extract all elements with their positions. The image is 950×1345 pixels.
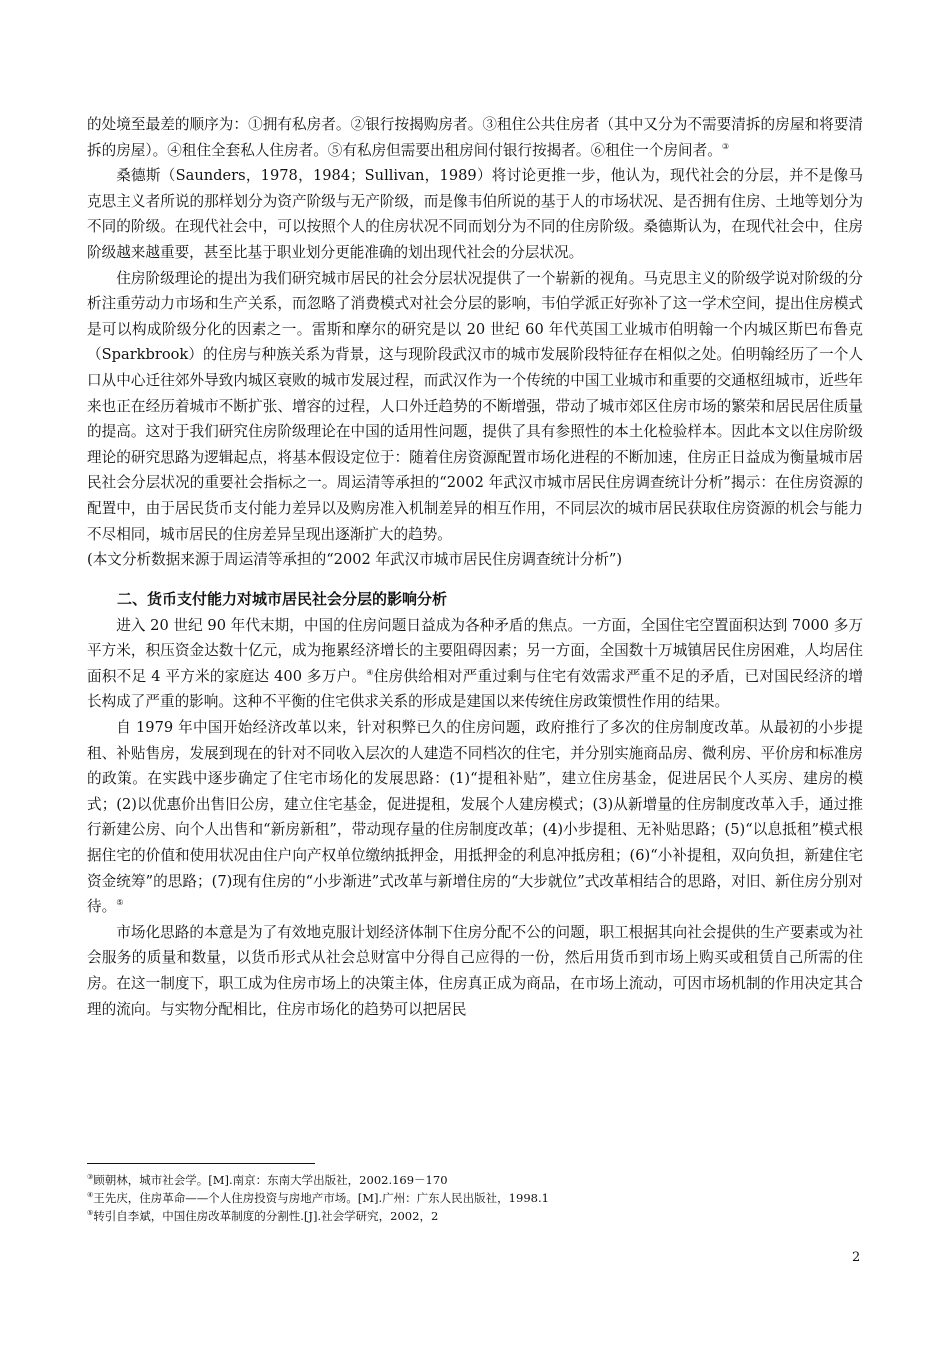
footnote-3: ③顾朝林，城市社会学。[M].南京：东南大学出版社，2002.169－170 (87, 1173, 448, 1187)
footnote-divider (87, 1163, 315, 1164)
paragraph-5: 自 1979 年中国开始经济改革以来，针对积弊已久的住房问题，政府推行了多次的住房制度改革。从最初的小步提租、补贴售房，发展到现在的针对不同收入层次的人建造不同档次的住宅，并分别实施商品房、微利房、平价房和标准房的政策。在实践中逐步确定了住宅市场化的发展思路：(1)“提租补贴”，建立住房基金，促进居民个人买房、建房的模式；(2)以优惠价出售旧公房，建立住宅基金，促进提租，发展个人建房模式；(3)从新增量的住房制度改革入手，通过推行新建公房、向个人出售和“新房新租”，带动现存量的住房制度改革；(4)小步提租、无补贴思路；(5)“以息抵租”模式根据住宅的价值和使用状况由住户向产权单位缴纳抵押金，用抵押金的利息冲抵房租；(6)“小补提租，双向负担，新建住宅资金统筹”的思路；(7)现有住房的“小步渐进”式改革与新增住房的“大步就位”式改革相结合的思路，对旧、新住房分别对待。⑤ (87, 719, 863, 916)
paragraph-6: 市场化思路的本意是为了有效地克服计划经济体制下住房分配不公的问题，职工根据其向社会提供的生产要素或为社会服务的质量和数量，以货币形式从社会总财富中分得自己应得的一份，然后用货币到市场上购买或租赁自己所需的住房。在这一制度下，职工成为住房市场上的决策主体，住房真正成为商品，在市场上流动，可因市场机制的作用决定其合理的流向。与实物分配相比，住房市场化的趋势可以把居民 (87, 923, 863, 1018)
data-source-note: (本文分析数据来源于周运清等承担的“2002 年武汉市城市居民住房调查统计分析”) (87, 551, 623, 569)
paragraph-4: 进入 20 世纪 90 年代末期，中国的住房问题日益成为各种矛盾的焦点。一方面，全国住宅空置面积达到 7000 多万平方米，积压资金达数十亿元，成为拖累经济增长的主要阻碍因素；另一方面，全国数十万城镇居民住房困难，人均居住面积不足 4 平方米的家庭达 400 多万户。④住房供给相对严重过剩与住宅有效需求严重不足的矛盾，已对国民经济的增长构成了严重的影响。这种不平衡的住宅供求关系的形成是建国以来传统住房政策惯性作用的结果。 (87, 616, 863, 711)
page-number: 2 (852, 1250, 861, 1265)
footnote-5: ⑤转引自李斌，中国住房改革制度的分割性.[J].社会学研究，2002，2 (87, 1209, 439, 1223)
body-text (87, 112, 863, 1022)
footnote-ref-5: ⑤ (116, 898, 124, 908)
footnote-ref-4: ④ (366, 668, 374, 678)
paragraph-1: 的处境至最差的顺序为：①拥有私房者。②银行按揭购房者。③租住公共住房者（其中又分为不需要清拆的房屋和将要清拆的房屋）。④租住全套私人住房者。⑤有私房但需要出租房间付银行按揭者。⑥租住一个房间者。③ (87, 116, 863, 159)
paragraph-2: 桑德斯（Saunders，1978，1984；Sullivan，1989）将讨论更推一步，他认为，现代社会的分层，并不是像马克思主义者所说的那样划分为资产阶级与无产阶级，而是像韦伯所说的基于人的市场状况、是否拥有住房、土地等划分为不同的阶级。在现代社会中，可以按照个人的住房状况不同而划分为不同的住房阶级。桑德斯认为，在现代社会中，住房阶级越来越重要，甚至比基于职业划分更能准确的划出现代社会的分层状况。 (87, 167, 863, 261)
section-heading: 二、货币支付能力对城市居民社会分层的影响分析 (117, 589, 448, 608)
footnotes (87, 1171, 863, 1225)
paragraph-3: 住房阶级理论的提出为我们研究城市居民的社会分层状况提供了一个崭新的视角。马克思主义的阶级学说对阶级的分析注重劳动力市场和生产关系，而忽略了消费模式对社会分层的影响，韦伯学派正好弥补了这一学术空间，提出住房模式是可以构成阶级分化的因素之一。雷斯和摩尔的研究是以 20 世纪 60 年代英国工业城市伯明翰一个内城区斯巴布鲁克（Sparkbrook）的住房与种族关系为背景，这与现阶段武汉市的城市发展阶段特征存在相似之处。伯明翰经历了一个人口从中心迁往郊外导致内城区衰败的城市发展过程，而武汉作为一个传统的中国工业城市和重要的交通枢纽城市，近些年来也正在经历着城市不断扩张、增容的过程，人口外迁趋势的不断增强，带动了城市郊区住房市场的繁荣和居民居住质量的提高。这对于我们研究住房阶级理论在中国的适用性问题，提供了具有参照性的本土化检验样本。因此本文以住房阶级理论的研究思路为逻辑起点，将基本假设定位于：随着住房资源配置市场化进程的不断加速，住房正日益成为衡量城市居民社会分层状况的重要社会指标之一。周运清等承担的“2002 年武汉市城市居民住房调查统计分析”揭示：在住房资源的配置中，由于居民货币支付能力差异以及购房准入机制差异的相互作用，不同层次的城市居民获取住房资源的机会与能力不尽相同，城市居民的住房差异呈现出逐渐扩大的趋势。 (87, 269, 863, 543)
footnote-ref-3: ③ (721, 141, 730, 151)
footnote-4: ④王先庆，住房革命——个人住房投资与房地产市场。[M].广州：广东人民出版社，1998.1 (87, 1191, 549, 1205)
